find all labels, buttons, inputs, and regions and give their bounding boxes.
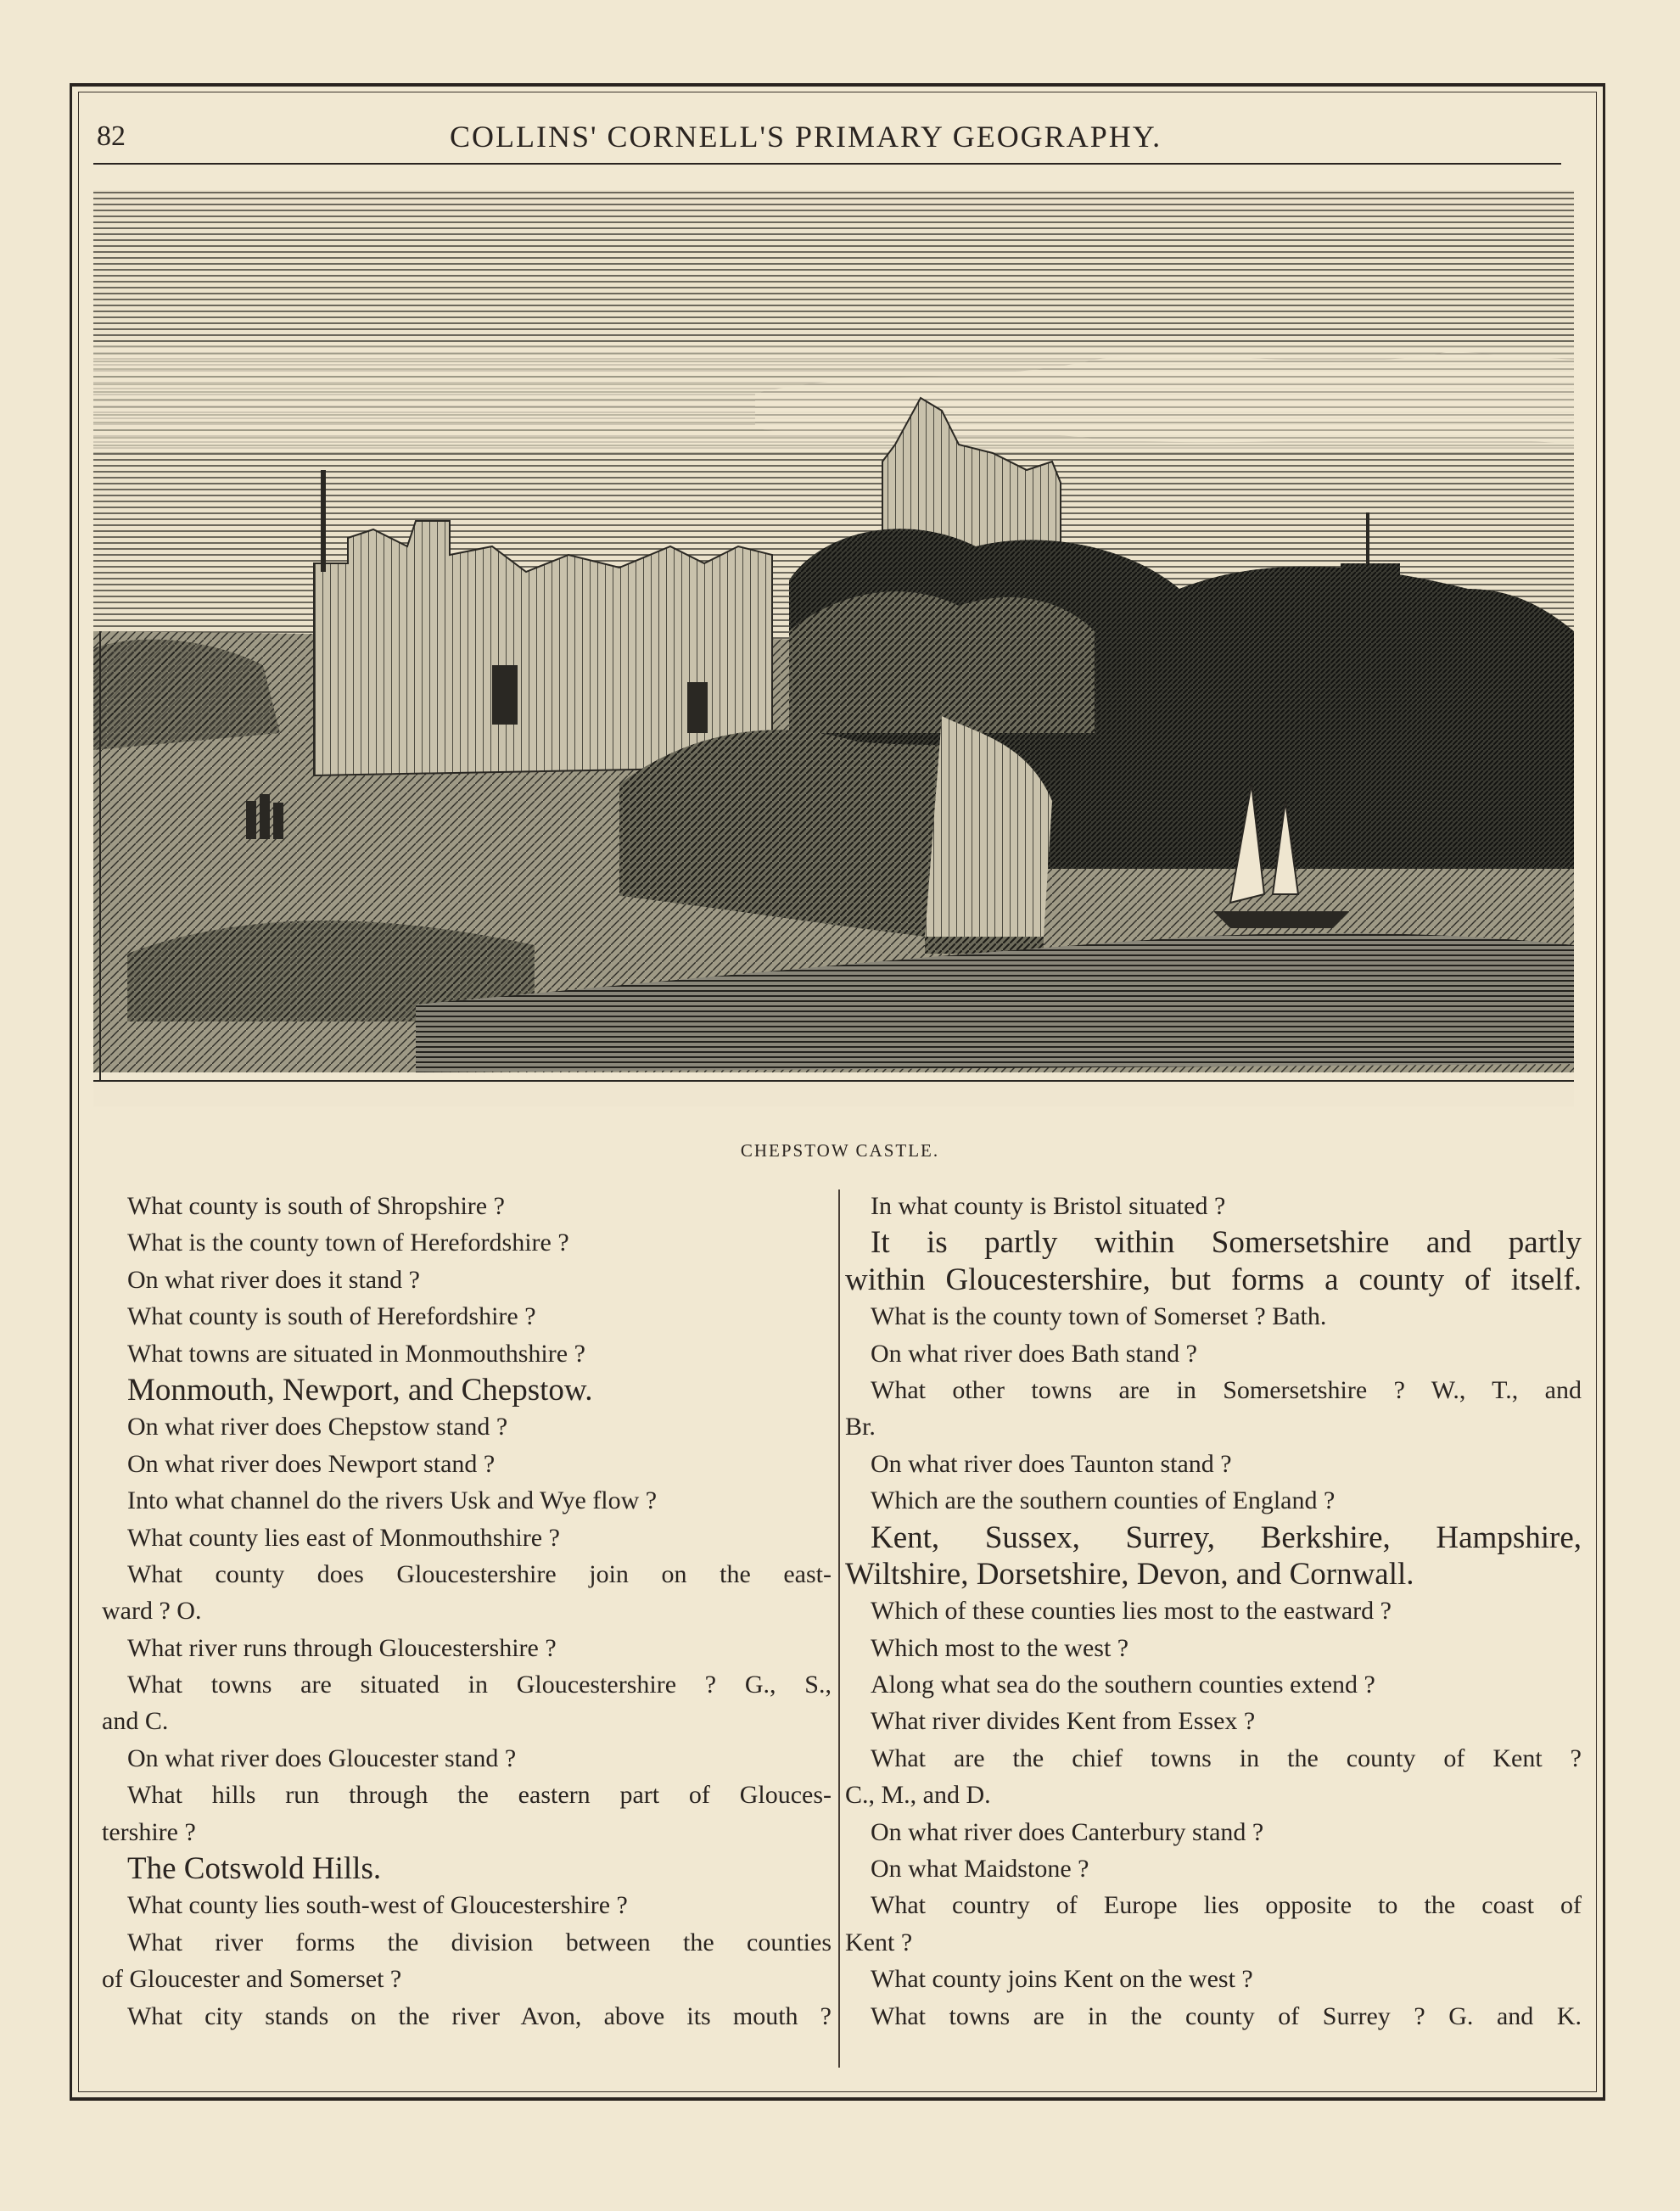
text-line: ward ? O. (102, 1597, 202, 1626)
page-number: 82 (97, 120, 126, 152)
text-line: On what river does Bath stand ? (871, 1339, 1197, 1368)
text-line: Along what sea do the southern counties extend ? (871, 1671, 1375, 1699)
text-line: What county is south of Shropshire ? (127, 1192, 505, 1220)
text-line: Wiltshire, Dorsetshire, Devon, and Cornwall. (845, 1556, 1414, 1592)
text-line: On what river does it stand ? (127, 1265, 420, 1294)
text-line: C., M., and D. (845, 1781, 991, 1810)
text-line: What county joins Kent on the west ? (871, 1965, 1253, 1994)
text-line: What county does Gloucestershire join on the east- (127, 1559, 832, 1588)
text-line: Kent ? (845, 1928, 913, 1956)
text-line: What county is south of Herefordshire ? (127, 1302, 536, 1331)
right-column (845, 1188, 1582, 2035)
text-line: What is the county town of Somerset ? Bath. (871, 1302, 1327, 1331)
text-line: Monmouth, Newport, and Chepstow. (127, 1372, 593, 1408)
text-line: Kent, Sussex, Surrey, Berkshire, Hampshire, (871, 1520, 1582, 1555)
text-line: What country of Europe lies opposite to the coast of (871, 1891, 1582, 1920)
text-line: What other towns are in Somersetshire ? W., T., and (871, 1375, 1582, 1404)
text-line: What county lies south-west of Gloucestershire ? (127, 1891, 628, 1920)
text-line: What county lies east of Monmouthshire ? (127, 1523, 560, 1552)
column-divider (838, 1189, 840, 2068)
castle-engraving (93, 190, 1574, 1106)
text-line: The Cotswold Hills. (127, 1851, 382, 1887)
engraving-image (93, 190, 1574, 1106)
text-line: On what river does Newport stand ? (127, 1449, 496, 1478)
text-line: On what river does Taunton stand ? (871, 1449, 1232, 1478)
text-line: Into what channel do the rivers Usk and Wye flow ? (127, 1486, 658, 1515)
text-line: Which of these counties lies most to the eastward ? (871, 1597, 1392, 1626)
text-line: within Gloucestershire, but forms a county of itself. (845, 1262, 1582, 1297)
page-header (93, 115, 1561, 165)
text-line: of Gloucester and Somerset ? (102, 1965, 402, 1994)
text-line: What towns are in the county of Surrey ? G. and K. (871, 2001, 1582, 2030)
text-line: tershire ? (102, 1817, 196, 1846)
text-line: What river runs through Gloucestershire ? (127, 1633, 557, 1662)
text-line: On what river does Gloucester stand ? (127, 1744, 517, 1772)
text-line: What hills run through the eastern part of Glouces- (127, 1781, 832, 1810)
text-line: What river forms the division between the counties (127, 1928, 832, 1956)
text-line: Which are the southern counties of England ? (871, 1486, 1336, 1515)
text-line: Which most to the west ? (871, 1633, 1129, 1662)
text-line: On what river does Chepstow stand ? (127, 1413, 508, 1441)
text-line: Br. (845, 1413, 876, 1441)
text-line: What towns are situated in Gloucestershire ? G., S., (127, 1671, 832, 1699)
text-line: On what Maidstone ? (871, 1855, 1089, 1884)
text-line: What are the chief towns in the county of Kent ? (871, 1744, 1582, 1772)
text-line: What towns are situated in Monmouthshire ? (127, 1339, 585, 1368)
text-line: and C. (102, 1707, 169, 1736)
text-line: In what county is Bristol situated ? (871, 1192, 1226, 1220)
running-title: COLLINS' CORNELL'S PRIMARY GEOGRAPHY. (450, 120, 1162, 154)
text-line: What river divides Kent from Essex ? (871, 1707, 1256, 1736)
text-line: What city stands on the river Avon, above its mouth ? (127, 2001, 832, 2030)
text-line: What is the county town of Herefordshire ? (127, 1229, 569, 1257)
left-column (102, 1188, 832, 2035)
text-line: On what river does Canterbury stand ? (871, 1817, 1264, 1846)
text-line: It is partly within Somersetshire and partly (871, 1225, 1582, 1261)
illustration-caption: CHEPSTOW CASTLE. (740, 1140, 940, 1161)
